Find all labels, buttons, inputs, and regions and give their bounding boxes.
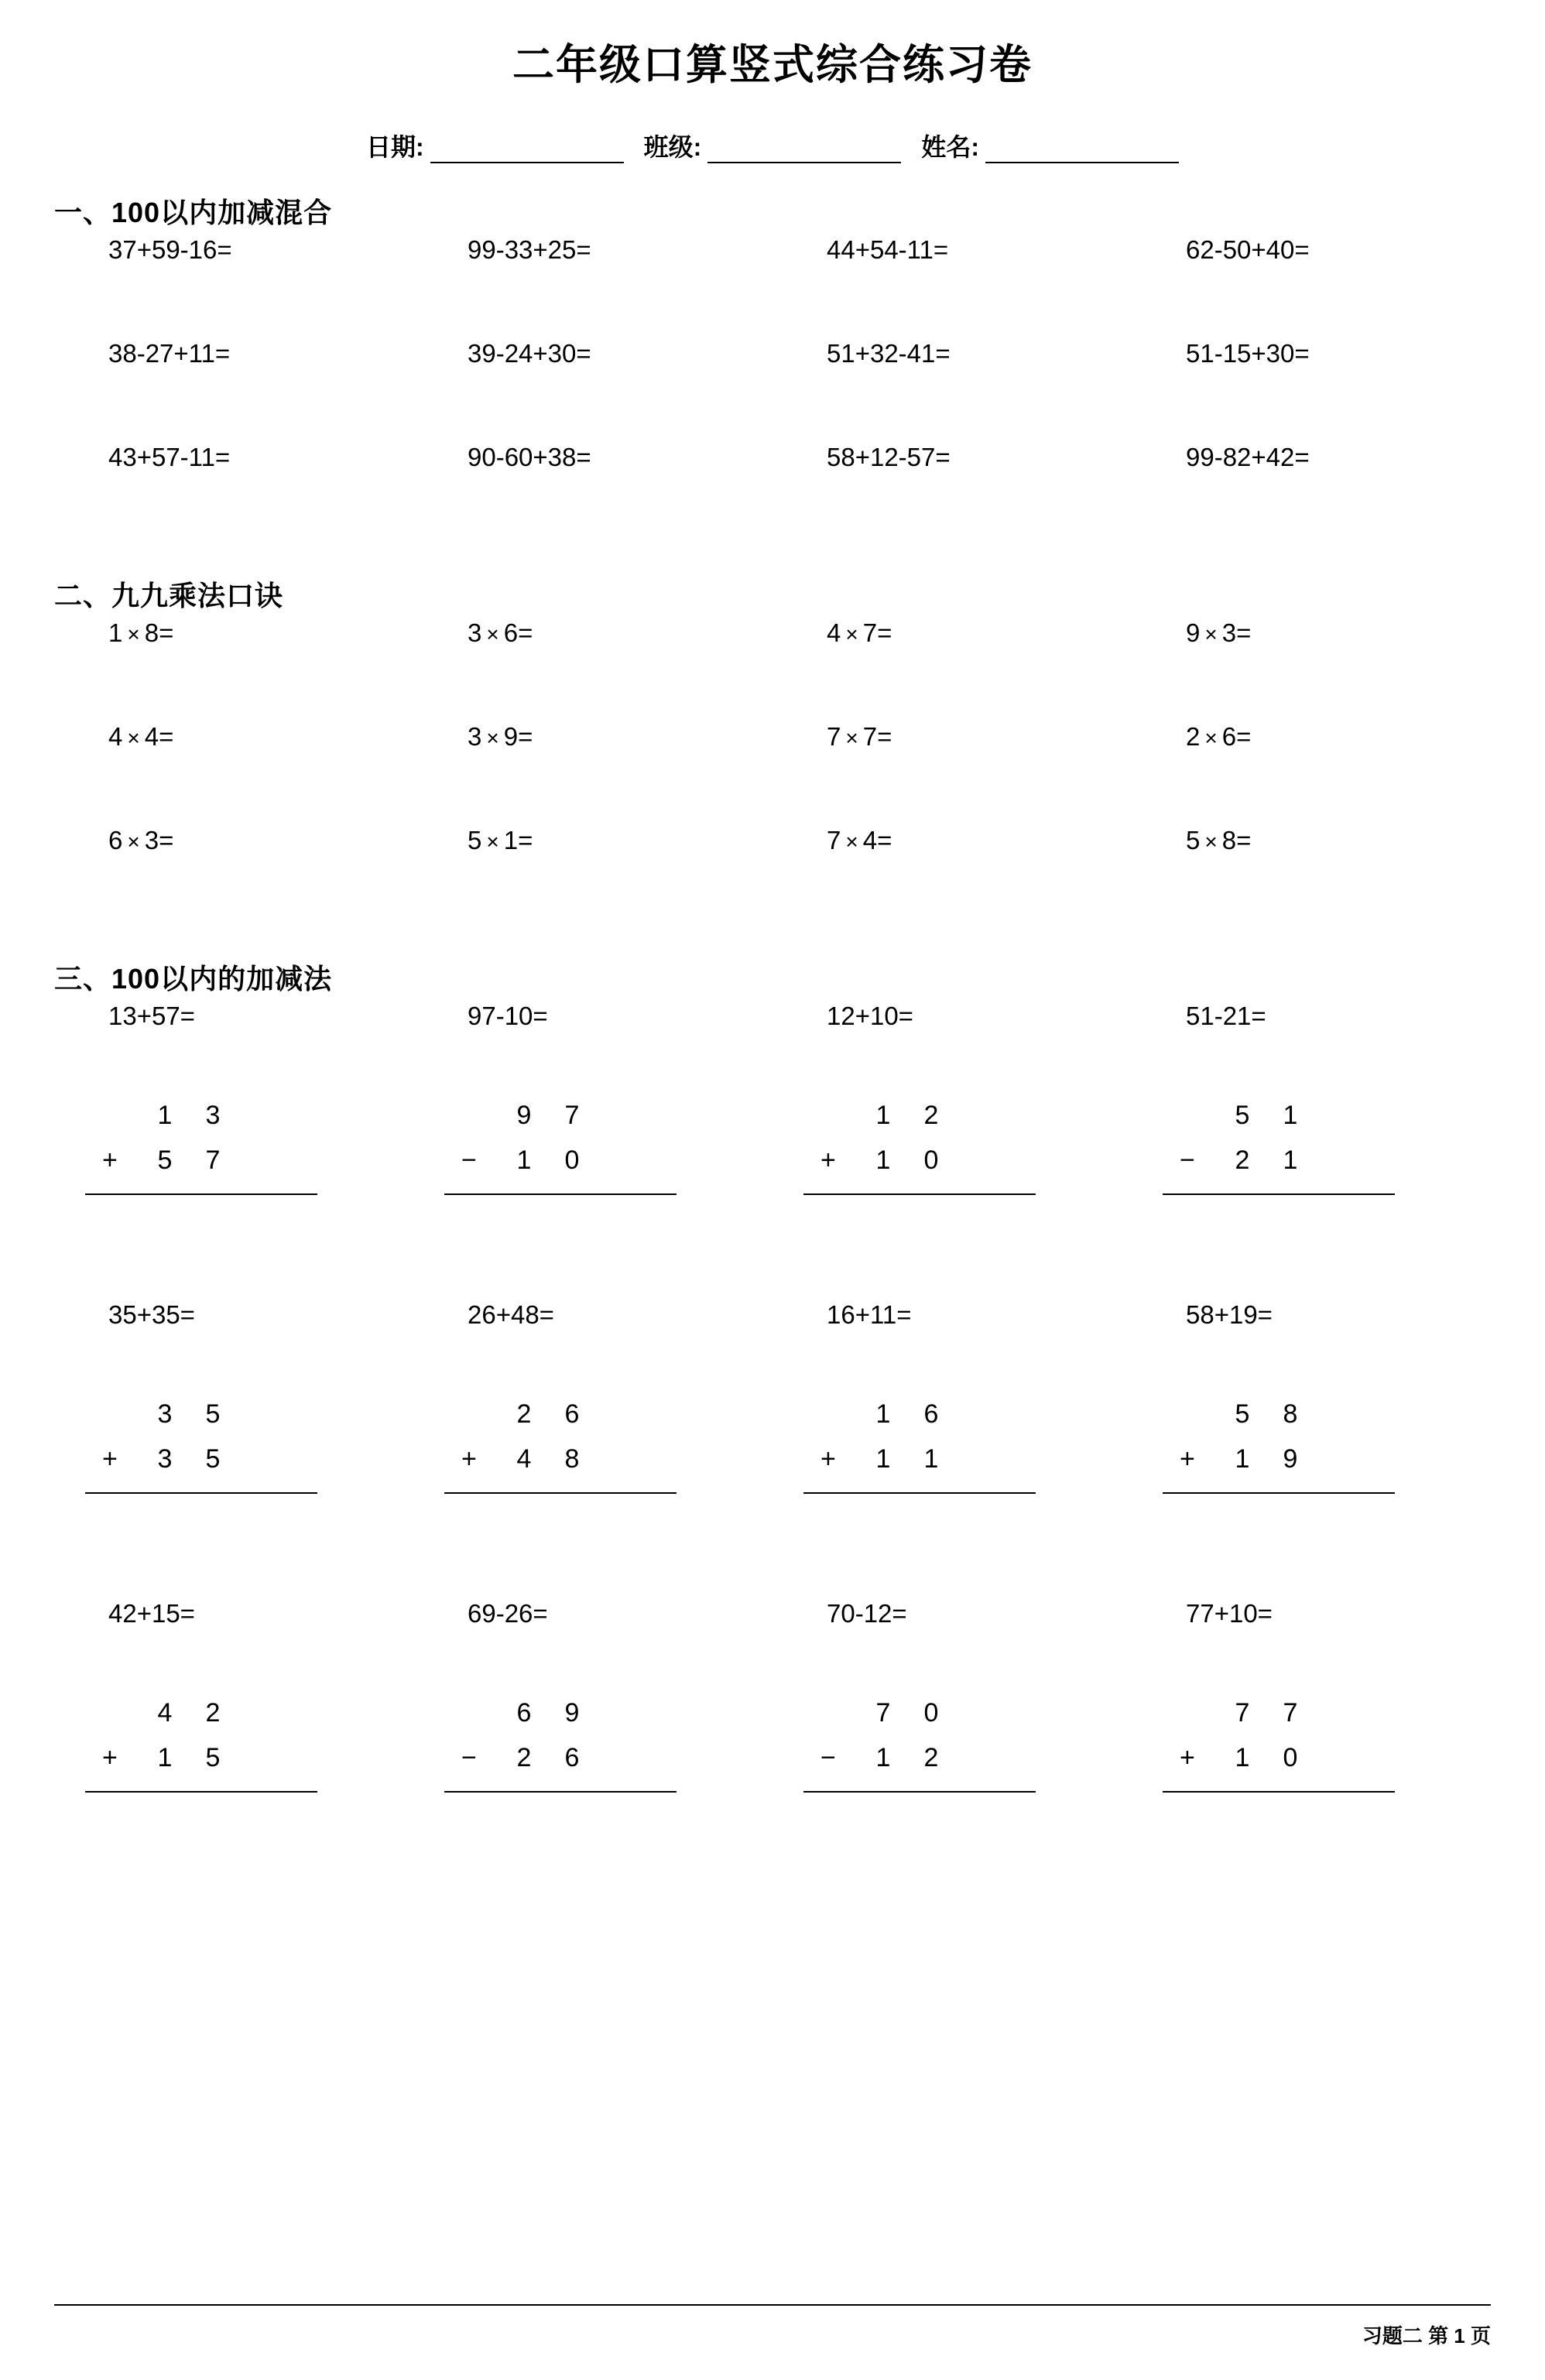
top-digit-tens: 6 bbox=[516, 1697, 532, 1728]
vertical-calculation bbox=[54, 1673, 413, 1898]
multiply-icon: × bbox=[845, 725, 858, 750]
section-1-grid bbox=[54, 235, 1491, 546]
top-digit-ones: 2 bbox=[923, 1100, 939, 1130]
bottom-digit-tens: 2 bbox=[1235, 1145, 1250, 1175]
bottom-digit-ones: 0 bbox=[564, 1145, 580, 1175]
operator-sign: − bbox=[1180, 1145, 1195, 1175]
multiply-icon: × bbox=[845, 829, 858, 854]
problem-item: 12+10= bbox=[827, 1001, 913, 1030]
top-digit-tens: 4 bbox=[157, 1697, 173, 1728]
operand-a: 2 bbox=[1186, 721, 1201, 751]
bottom-digit-ones: 0 bbox=[1283, 1742, 1298, 1772]
top-digit-tens: 7 bbox=[875, 1697, 891, 1728]
problem-item: 13+57= bbox=[108, 1001, 195, 1030]
operand-a: 7 bbox=[827, 721, 841, 751]
section-heading-1: 一、100以内加减混合 bbox=[54, 196, 333, 228]
bottom-digit-ones: 5 bbox=[205, 1443, 221, 1474]
meta-class bbox=[644, 128, 902, 163]
top-digit-ones: 7 bbox=[564, 1100, 580, 1130]
top-digit-ones: 0 bbox=[923, 1697, 939, 1728]
answer-rule bbox=[444, 1193, 677, 1195]
problem-item: 37+59-16= bbox=[108, 235, 232, 264]
bottom-digit-ones: 7 bbox=[205, 1145, 221, 1175]
problem-item: 44+54-11= bbox=[827, 235, 949, 264]
bottom-digit-ones: 5 bbox=[205, 1742, 221, 1772]
operand-b: 1 bbox=[503, 825, 519, 854]
bottom-digit-tens: 1 bbox=[1235, 1443, 1250, 1474]
multiply-icon: × bbox=[1204, 829, 1218, 854]
problem-item: 70-12= bbox=[827, 1598, 907, 1628]
operand-b: 8 bbox=[1221, 825, 1237, 854]
operator-sign: + bbox=[820, 1443, 836, 1474]
vertical-calculation bbox=[54, 1375, 413, 1599]
multiply-icon: × bbox=[845, 622, 858, 646]
operator-sign: + bbox=[1180, 1742, 1195, 1772]
answer-rule bbox=[1163, 1193, 1395, 1195]
top-digit-tens: 9 bbox=[516, 1100, 532, 1130]
bottom-digit-tens: 1 bbox=[157, 1742, 173, 1772]
vertical-calculation bbox=[413, 1375, 772, 1599]
operand-b: 9 bbox=[503, 721, 519, 751]
top-digit-ones: 2 bbox=[205, 1697, 221, 1728]
problem-item: 16+11= bbox=[827, 1300, 912, 1329]
top-digit-tens: 1 bbox=[875, 1100, 891, 1130]
problem-item bbox=[772, 722, 1132, 826]
problem-item bbox=[54, 722, 413, 826]
meta-name-label: 姓名: bbox=[921, 132, 979, 161]
bottom-digit-ones: 0 bbox=[923, 1145, 939, 1175]
multiply-icon: × bbox=[486, 725, 499, 750]
problem-item bbox=[1132, 618, 1491, 722]
bottom-digit-tens: 1 bbox=[875, 1145, 891, 1175]
multiply-icon: × bbox=[486, 622, 499, 646]
top-digit-ones: 5 bbox=[205, 1399, 221, 1429]
bottom-digit-tens: 1 bbox=[875, 1443, 891, 1474]
meta-class-blank[interactable] bbox=[707, 139, 901, 163]
bottom-digit-tens: 2 bbox=[516, 1742, 532, 1772]
operand-b: 3 bbox=[144, 825, 159, 854]
bottom-digit-tens: 1 bbox=[1235, 1742, 1250, 1772]
problem-item bbox=[413, 826, 772, 930]
problem-item: 99-33+25= bbox=[468, 235, 591, 264]
top-digit-tens: 5 bbox=[1235, 1399, 1250, 1429]
meta-date bbox=[366, 128, 624, 163]
problem-item bbox=[772, 826, 1132, 930]
top-digit-ones: 3 bbox=[205, 1100, 221, 1130]
bottom-digit-ones: 1 bbox=[923, 1443, 939, 1474]
problem-item: 39-24+30= bbox=[468, 338, 591, 368]
operator-sign: + bbox=[102, 1443, 118, 1474]
operand-b: 4 bbox=[862, 825, 878, 854]
section-3-row-2 bbox=[54, 1300, 1491, 1599]
bottom-digit-tens: 3 bbox=[157, 1443, 173, 1474]
answer-rule bbox=[85, 1193, 317, 1195]
vertical-calculation bbox=[772, 1076, 1132, 1300]
meta-date-blank[interactable] bbox=[430, 139, 624, 163]
problem-item: 35+35= bbox=[108, 1300, 195, 1329]
problem-item: 26+48= bbox=[468, 1300, 554, 1329]
equals-sign: = bbox=[877, 721, 892, 751]
problem-item bbox=[772, 618, 1132, 722]
operand-a: 6 bbox=[108, 825, 123, 854]
problem-item bbox=[413, 722, 772, 826]
multiply-icon: × bbox=[127, 622, 140, 646]
top-digit-ones: 8 bbox=[1283, 1399, 1298, 1429]
operator-sign: + bbox=[1180, 1443, 1195, 1474]
operator-sign: − bbox=[461, 1742, 477, 1772]
operand-a: 5 bbox=[1186, 825, 1201, 854]
footer-divider bbox=[54, 2304, 1491, 2306]
section-3-row-3 bbox=[54, 1599, 1491, 1898]
problem-item: 51+32-41= bbox=[827, 338, 951, 368]
operand-a: 4 bbox=[108, 721, 123, 751]
operand-a: 5 bbox=[468, 825, 482, 854]
answer-rule bbox=[1163, 1791, 1395, 1793]
multiply-icon: × bbox=[127, 725, 140, 750]
answer-rule bbox=[1163, 1492, 1395, 1494]
bottom-digit-tens: 1 bbox=[875, 1742, 891, 1772]
problem-item bbox=[413, 618, 772, 722]
multiply-icon: × bbox=[486, 829, 499, 854]
top-digit-tens: 1 bbox=[875, 1399, 891, 1429]
equals-sign: = bbox=[159, 618, 174, 647]
operand-b: 7 bbox=[862, 618, 878, 647]
problem-item: 58+19= bbox=[1186, 1300, 1273, 1329]
problem-item: 58+12-57= bbox=[827, 442, 951, 471]
problem-item: 97-10= bbox=[468, 1001, 548, 1030]
vertical-calculation bbox=[772, 1375, 1132, 1599]
section-3-row-1 bbox=[54, 1002, 1491, 1300]
multiply-icon: × bbox=[1204, 622, 1218, 646]
vertical-calculation bbox=[413, 1076, 772, 1300]
page-title: 二年级口算竖式综合练习卷 bbox=[512, 42, 1033, 88]
equals-sign: = bbox=[159, 825, 174, 854]
meta-date-label: 日期: bbox=[365, 132, 424, 161]
vertical-calculation bbox=[54, 1076, 413, 1300]
top-digit-ones: 1 bbox=[1283, 1100, 1298, 1130]
answer-rule bbox=[444, 1791, 677, 1793]
operand-a: 4 bbox=[827, 618, 841, 647]
bottom-digit-ones: 9 bbox=[1283, 1443, 1298, 1474]
bottom-digit-tens: 5 bbox=[157, 1145, 173, 1175]
problem-item: 99-82+42= bbox=[1186, 442, 1310, 471]
bottom-digit-ones: 2 bbox=[923, 1742, 939, 1772]
meta-name bbox=[921, 128, 1179, 163]
problem-item: 38-27+11= bbox=[108, 338, 231, 368]
equals-sign: = bbox=[877, 825, 892, 854]
vertical-calculation bbox=[772, 1673, 1132, 1898]
equals-sign: = bbox=[1236, 825, 1252, 854]
operand-b: 3 bbox=[1221, 618, 1237, 647]
top-digit-tens: 5 bbox=[1235, 1100, 1250, 1130]
problem-item bbox=[54, 826, 413, 930]
meta-row bbox=[54, 128, 1491, 163]
problem-item bbox=[1132, 722, 1491, 826]
answer-rule bbox=[85, 1791, 317, 1793]
meta-name-blank[interactable] bbox=[985, 139, 1179, 163]
equals-sign: = bbox=[1236, 618, 1252, 647]
vertical-calculation bbox=[1132, 1375, 1491, 1599]
bottom-digit-tens: 1 bbox=[516, 1145, 532, 1175]
top-digit-ones: 6 bbox=[923, 1399, 939, 1429]
section-heading-2: 二、九九乘法口诀 bbox=[54, 579, 284, 611]
problem-item bbox=[1132, 826, 1491, 930]
multiply-icon: × bbox=[127, 829, 140, 854]
operand-a: 3 bbox=[468, 618, 482, 647]
operand-b: 8 bbox=[144, 618, 159, 647]
bottom-digit-ones: 1 bbox=[1283, 1145, 1298, 1175]
operator-sign: − bbox=[820, 1742, 836, 1772]
operand-b: 6 bbox=[1221, 721, 1237, 751]
top-digit-ones: 7 bbox=[1283, 1697, 1298, 1728]
operand-a: 1 bbox=[108, 618, 123, 647]
section-2-grid bbox=[54, 618, 1491, 930]
operator-sign: + bbox=[461, 1443, 477, 1474]
answer-rule bbox=[803, 1492, 1036, 1494]
top-digit-tens: 7 bbox=[1235, 1697, 1250, 1728]
problem-item bbox=[54, 618, 413, 722]
top-digit-tens: 3 bbox=[157, 1399, 173, 1429]
bottom-digit-tens: 4 bbox=[516, 1443, 532, 1474]
answer-rule bbox=[803, 1791, 1036, 1793]
meta-class-label: 班级: bbox=[643, 132, 702, 161]
top-digit-tens: 2 bbox=[516, 1399, 532, 1429]
top-digit-ones: 9 bbox=[564, 1697, 580, 1728]
top-digit-ones: 6 bbox=[564, 1399, 580, 1429]
problem-item: 43+57-11= bbox=[108, 442, 231, 471]
equals-sign: = bbox=[518, 618, 533, 647]
equals-sign: = bbox=[159, 721, 174, 751]
section-heading-3: 三、100以内的加减法 bbox=[54, 962, 333, 995]
operand-a: 7 bbox=[827, 825, 841, 854]
equals-sign: = bbox=[518, 825, 533, 854]
equals-sign: = bbox=[877, 618, 892, 647]
vertical-calculation bbox=[413, 1673, 772, 1898]
equals-sign: = bbox=[1236, 721, 1252, 751]
operator-sign: + bbox=[820, 1145, 836, 1175]
operand-b: 6 bbox=[503, 618, 519, 647]
problem-item: 69-26= bbox=[468, 1598, 548, 1628]
answer-rule bbox=[444, 1492, 677, 1494]
problem-item: 62-50+40= bbox=[1186, 235, 1310, 264]
problem-item: 51-21= bbox=[1186, 1001, 1266, 1030]
problem-item: 90-60+38= bbox=[468, 442, 591, 471]
answer-rule bbox=[85, 1492, 317, 1494]
answer-rule bbox=[803, 1193, 1036, 1195]
top-digit-tens: 1 bbox=[157, 1100, 173, 1130]
equals-sign: = bbox=[518, 721, 533, 751]
operator-sign: − bbox=[461, 1145, 477, 1175]
problem-item: 42+15= bbox=[108, 1598, 195, 1628]
operand-a: 9 bbox=[1186, 618, 1201, 647]
bottom-digit-ones: 8 bbox=[564, 1443, 580, 1474]
bottom-digit-ones: 6 bbox=[564, 1742, 580, 1772]
problem-item: 77+10= bbox=[1186, 1598, 1273, 1628]
multiply-icon: × bbox=[1204, 725, 1218, 750]
problem-item: 51-15+30= bbox=[1186, 338, 1310, 368]
operand-b: 7 bbox=[862, 721, 878, 751]
operand-b: 4 bbox=[144, 721, 159, 751]
operand-a: 3 bbox=[468, 721, 482, 751]
page-footer: 习题二 第 1 页 bbox=[1362, 2324, 1491, 2347]
vertical-calculation bbox=[1132, 1673, 1491, 1898]
operator-sign: + bbox=[102, 1742, 118, 1772]
operator-sign: + bbox=[102, 1145, 118, 1175]
vertical-calculation bbox=[1132, 1076, 1491, 1300]
